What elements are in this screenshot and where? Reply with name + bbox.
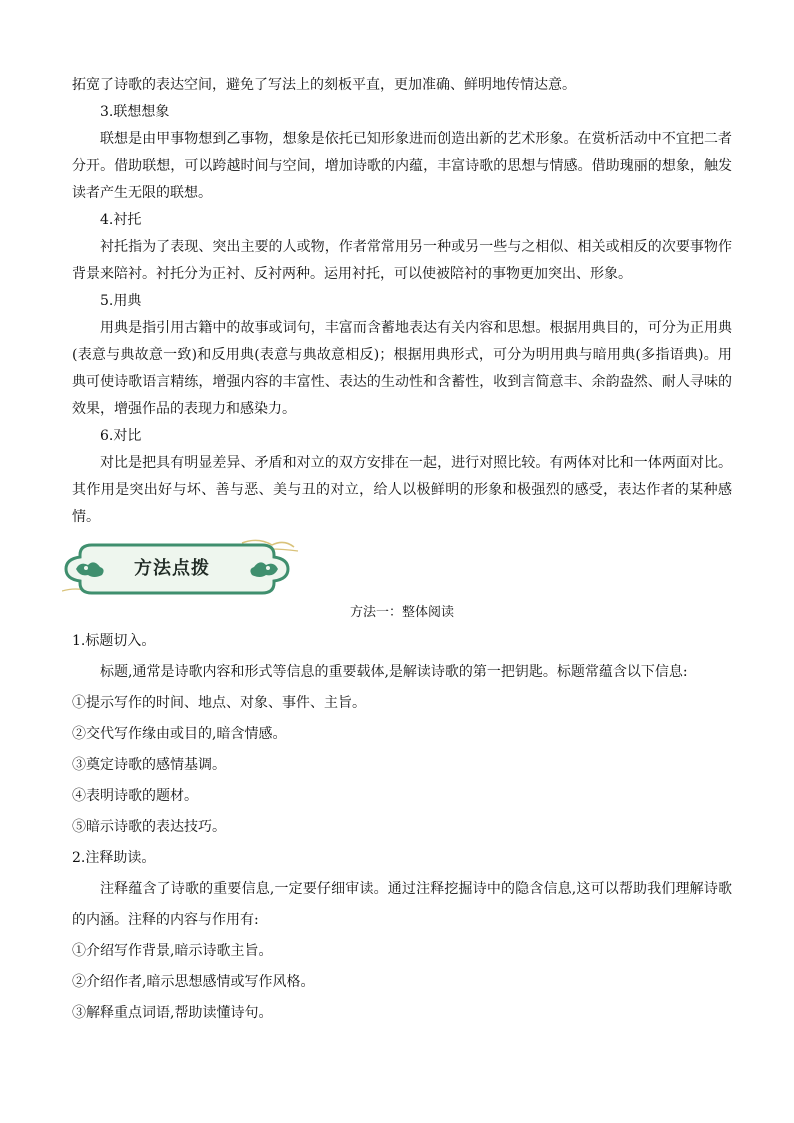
section-heading-allusion: 5.用典 [100,293,142,309]
section-heading-foil: 4.衬托 [100,212,142,228]
section-body-contrast: 对比是把具有明显差异、矛盾和对立的双方安排在一起，进行对照比较。有两体对比和一体两面对比。其作用是突出好与坏、善与恶、美与丑的对立，给人以极鲜明的形象和极强烈的感受，表达作者的某种感情。 [72,455,732,525]
section-body-allusion: 用典是指引用古籍中的故事或词句，丰富而含蓄地表达有关内容和思想。根据用典目的，可分为正用典(表意与典故意一致)和反用典(表意与典故意相反)；根据用典形式，可分为明用典与暗用典(多指语典)。用典可使诗歌语言精练，增强内容的丰富性、表达的生动性和含蓄性，收到言简意丰、余韵盎然、耐人寻味的效果，增强作品的表现力和感染力。 [72,320,732,417]
method-part-1 [72,626,732,843]
list-item: ①提示写作的时间、地点、对象、事件、主旨。 [72,695,366,711]
list-item: ⑤暗示诗歌的表达技巧。 [72,819,226,835]
section-body-foil: 衬托指为了表现、突出主要的人或物，作者常常用另一种或另一些与之相似、相关或相反的次要事物作背景来陪衬。衬托分为正衬、反衬两种。运用衬托，可以使被陪衬的事物更加突出、形象。 [72,239,732,282]
method-title: 方法一：整体阅读 [349,605,454,620]
list-item: ①介绍写作背景,暗示诗歌主旨。 [72,943,273,959]
section-heading-association: 3.联想想象 [100,104,170,120]
part-intro: 标题,通常是诗歌内容和形式等信息的重要载体,是解读诗歌的第一把钥匙。标题常蕴含以下信息: [100,664,688,680]
banner-title: 方法点拨 [134,558,210,579]
section-heading-contrast: 6.对比 [100,428,142,444]
part-heading: 2.注释助读。 [72,850,156,866]
section-body-association: 联想是由甲事物想到乙事物，想象是依托已知形象进而创造出新的艺术形象。在赏析活动中不宜把二者分开。借助联想，可以跨越时间与空间，增加诗歌的内蕴，丰富诗歌的思想与情感。借助瑰丽的想象，触发读者产生无限的联想。 [72,131,732,201]
list-item: ③解释重点词语,帮助读懂诗句。 [72,1005,273,1021]
continued-paragraph: 拓宽了诗歌的表达空间，避免了写法上的刻板平直，更加准确、鲜明地传情达意。 [72,77,576,93]
list-item: ②交代写作缘由或目的,暗含情感。 [72,726,287,742]
document-page [72,72,732,1029]
list-item: ④表明诗歌的题材。 [72,788,198,804]
part-intro: 注释蕴含了诗歌的重要信息,一定要仔细审读。通过注释挖掘诗中的隐含信息,这可以帮助我们理解诗歌的内涵。注释的内容与作用有: [72,881,732,928]
method-part-2 [72,843,732,1029]
part-heading: 1.标题切入。 [72,633,156,649]
list-item: ③奠定诗歌的感情基调。 [72,757,226,773]
list-item: ②介绍作者,暗示思想感情或写作风格。 [72,974,315,990]
method-banner [62,537,322,597]
